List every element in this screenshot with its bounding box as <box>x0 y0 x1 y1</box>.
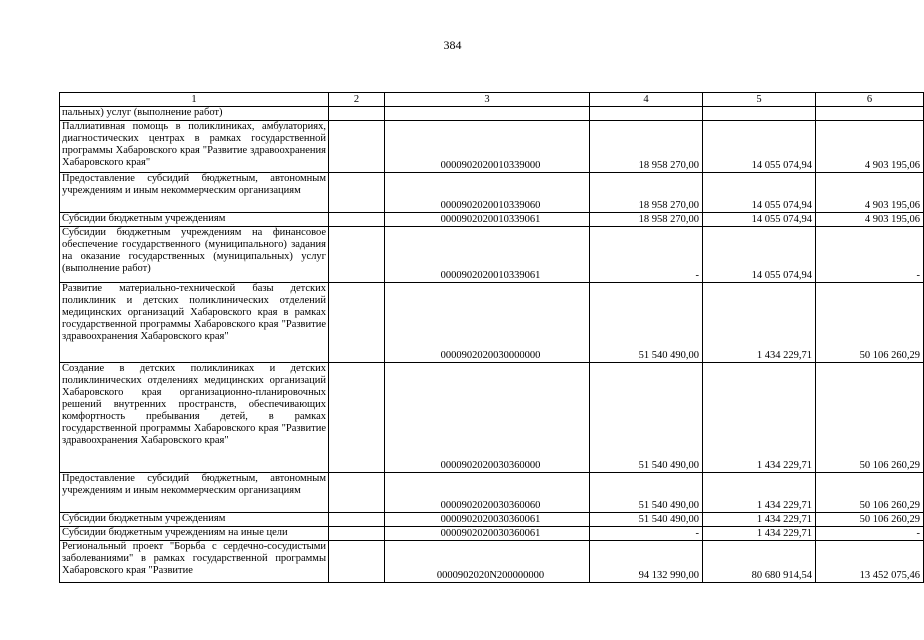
row-code: 0000902020030360061 <box>385 527 590 541</box>
row-col2 <box>329 513 385 527</box>
row-code <box>385 107 590 121</box>
row-value-col5: 1 434 229,71 <box>703 513 816 527</box>
row-description: Предоставление субсидий бюджетным, автономным учреждениям и иным некоммерческим организациям <box>60 473 329 513</box>
column-header: 3 <box>385 93 590 107</box>
row-code: 0000902020010339061 <box>385 213 590 227</box>
row-col2 <box>329 121 385 173</box>
row-col2 <box>329 473 385 513</box>
row-value-col5: 1 434 229,71 <box>703 283 816 363</box>
row-col2 <box>329 227 385 283</box>
row-value-col6: 4 903 195,06 <box>816 213 924 227</box>
row-value-col4: 51 540 490,00 <box>590 283 703 363</box>
row-description: Развитие материально-технической базы детских поликлиник и детских поликлинических отделений медицинских организаций Хабаровского края в рамках государственной программы Хабаровского края "Развитие здравоохранения Хабаровского края" <box>60 283 329 363</box>
row-code: 0000902020N200000000 <box>385 541 590 583</box>
row-value-col6: 13 452 075,46 <box>816 541 924 583</box>
row-col2 <box>329 173 385 213</box>
row-value-col5: 1 434 229,71 <box>703 527 816 541</box>
row-value-col6: 50 106 260,29 <box>816 283 924 363</box>
row-value-col4: 51 540 490,00 <box>590 513 703 527</box>
row-description: Субсидии бюджетным учреждениям <box>60 213 329 227</box>
row-description: Создание в детских поликлиниках и детских поликлинических отделениях медицинских организаций Хабаровского края организационно-планировочных решений внутренних пространств, обеспечивающих комфортность пребывания детей, в рамках государственной программы Хабаровского края "Развитие здравоохранения Хабаровского края" <box>60 363 329 473</box>
row-code: 0000902020010339061 <box>385 227 590 283</box>
column-header: 2 <box>329 93 385 107</box>
row-value-col4: 51 540 490,00 <box>590 473 703 513</box>
column-header: 1 <box>60 93 329 107</box>
row-code: 0000902020010339060 <box>385 173 590 213</box>
row-value-col6: 50 106 260,29 <box>816 473 924 513</box>
row-description: Субсидии бюджетным учреждениям <box>60 513 329 527</box>
row-value-col6: - <box>816 227 924 283</box>
row-value-col5: 14 055 074,94 <box>703 121 816 173</box>
row-value-col6 <box>816 107 924 121</box>
table-row <box>60 283 924 363</box>
row-value-col6: 50 106 260,29 <box>816 363 924 473</box>
row-value-col6: 4 903 195,06 <box>816 121 924 173</box>
row-value-col4: 18 958 270,00 <box>590 173 703 213</box>
column-header: 6 <box>816 93 924 107</box>
row-description: пальных) услуг (выполнение работ) <box>60 107 329 121</box>
row-value-col6: 4 903 195,06 <box>816 173 924 213</box>
row-value-col6: - <box>816 527 924 541</box>
row-code: 0000902020030360000 <box>385 363 590 473</box>
row-description: Предоставление субсидий бюджетным, автономным учреждениям и иным некоммерческим организациям <box>60 173 329 213</box>
row-value-col4: - <box>590 527 703 541</box>
table-row <box>60 527 924 541</box>
column-header: 5 <box>703 93 816 107</box>
row-code: 0000902020030360060 <box>385 473 590 513</box>
row-value-col4: - <box>590 227 703 283</box>
row-value-col5: 14 055 074,94 <box>703 213 816 227</box>
table-row <box>60 227 924 283</box>
row-value-col4: 51 540 490,00 <box>590 363 703 473</box>
row-value-col4: 18 958 270,00 <box>590 121 703 173</box>
row-col2 <box>329 527 385 541</box>
table-row <box>60 513 924 527</box>
table-row <box>60 121 924 173</box>
row-value-col5: 14 055 074,94 <box>703 173 816 213</box>
row-description: Паллиативная помощь в поликлиниках, амбулаториях, диагностических центрах в рамках государственной программы Хабаровского края "Развитие здравоохранения Хабаровского края" <box>60 121 329 173</box>
row-col2 <box>329 107 385 121</box>
table-row <box>60 107 924 121</box>
row-code: 0000902020030000000 <box>385 283 590 363</box>
row-col2 <box>329 363 385 473</box>
table-row <box>60 363 924 473</box>
row-value-col5: 14 055 074,94 <box>703 227 816 283</box>
row-value-col4: 18 958 270,00 <box>590 213 703 227</box>
row-value-col5 <box>703 107 816 121</box>
row-code: 0000902020010339000 <box>385 121 590 173</box>
row-description: Субсидии бюджетным учреждениям на финансовое обеспечение государственного (муниципального) задания на оказание государственных (муниципальных) услуг (выполнение работ) <box>60 227 329 283</box>
row-value-col5: 1 434 229,71 <box>703 473 816 513</box>
page-number: 384 <box>443 38 462 52</box>
row-description: Региональный проект "Борьба с сердечно-сосудистыми заболеваниями" в рамках государственной программы Хабаровского края "Развитие <box>60 541 329 583</box>
table-row <box>60 473 924 513</box>
row-col2 <box>329 213 385 227</box>
row-col2 <box>329 541 385 583</box>
row-value-col6: 50 106 260,29 <box>816 513 924 527</box>
table-row <box>60 213 924 227</box>
row-value-col4: 94 132 990,00 <box>590 541 703 583</box>
row-col2 <box>329 283 385 363</box>
header-row <box>60 93 924 107</box>
row-value-col5: 80 680 914,54 <box>703 541 816 583</box>
row-value-col4 <box>590 107 703 121</box>
budget-table <box>59 92 924 583</box>
table-row <box>60 541 924 583</box>
table-row <box>60 173 924 213</box>
row-value-col5: 1 434 229,71 <box>703 363 816 473</box>
column-header: 4 <box>590 93 703 107</box>
row-description: Субсидии бюджетным учреждениям на иные цели <box>60 527 329 541</box>
row-code: 0000902020030360061 <box>385 513 590 527</box>
